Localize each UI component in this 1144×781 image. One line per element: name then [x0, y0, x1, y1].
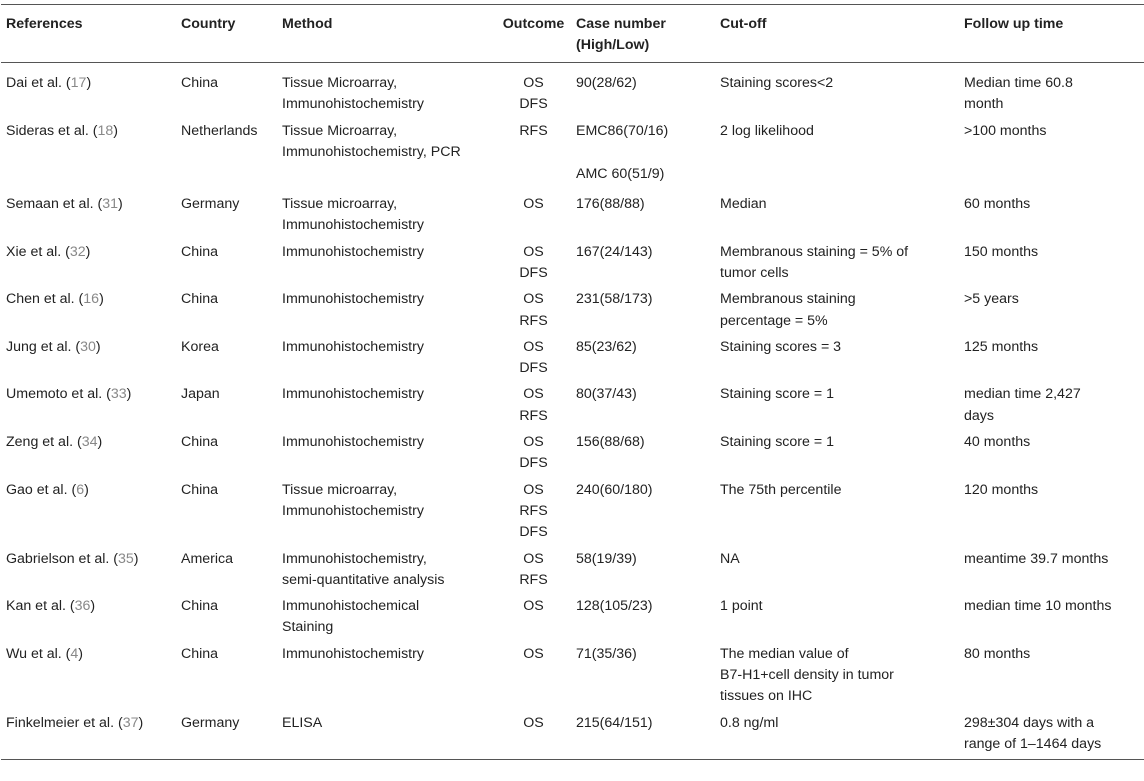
cell-outcome-line: DFS: [519, 360, 548, 377]
cell-cutoff: [720, 121, 964, 194]
cell-method: [282, 713, 491, 760]
table-row: [1, 62, 1144, 121]
table-row: [1, 644, 1144, 713]
cell-method: [282, 384, 491, 432]
cell-follow-up-line: median time 10 months: [964, 598, 1112, 615]
cell-cutoff: [720, 384, 964, 432]
cell-outcome-line: OS: [523, 645, 544, 662]
cell-case-number: [576, 549, 720, 597]
header-cutoff: Cut-off: [720, 5, 964, 63]
cell-cutoff: [720, 337, 964, 385]
cell-outcome-line: RFS: [519, 571, 548, 588]
cell-cutoff-line: Median: [720, 196, 767, 213]
cell-follow-up-line: month: [964, 95, 1004, 112]
cell-case-number: [576, 596, 720, 644]
cell-follow-up-line: meantime 39.7 months: [964, 550, 1109, 567]
cell-outcome-line: OS: [523, 481, 544, 498]
author-text: Semaan et al. (: [6, 196, 103, 213]
cell-method: [282, 194, 491, 242]
cell-country: [181, 242, 282, 290]
reference-close: ): [86, 74, 92, 91]
reference-number: 36: [74, 598, 91, 615]
cell-follow-up: [964, 549, 1144, 597]
reference-number: 4: [70, 645, 79, 662]
cell-method-line: Tissue microarray,: [282, 196, 398, 213]
cell-case-number-line: [576, 142, 720, 163]
cell-case-number: [576, 480, 720, 549]
country-text: China: [181, 243, 219, 260]
cell-cutoff: [720, 596, 964, 644]
cell-follow-up-line: Median time 60.8: [964, 74, 1073, 91]
table-row: [1, 194, 1144, 242]
cell-method: [282, 289, 491, 337]
cell-cutoff-line: Staining scores = 3: [720, 338, 842, 355]
cell-outcome: [491, 242, 576, 290]
cell-case-number: [576, 713, 720, 760]
header-row: [1, 5, 1144, 63]
table-row: [1, 549, 1144, 597]
reference-number: 34: [81, 434, 98, 451]
cell-case-number: [576, 194, 720, 242]
header-country: Country: [181, 5, 282, 63]
cell-method: [282, 596, 491, 644]
cell-cutoff-line: tumor cells: [720, 264, 789, 281]
cell-case-number: [576, 644, 720, 713]
cell-country: [181, 480, 282, 549]
cell-follow-up: [964, 194, 1144, 242]
cell-outcome: [491, 596, 576, 644]
author-text: Finkelmeier et al. (: [6, 714, 123, 731]
cell-country: [181, 596, 282, 644]
header-method: Method: [282, 5, 491, 63]
cell-outcome-line: OS: [523, 196, 544, 213]
cell-cutoff-line: The median value of: [720, 645, 849, 662]
cell-case-number: [576, 289, 720, 337]
cell-cutoff-line: B7-H1+cell density in tumor: [720, 667, 894, 684]
cell-method: [282, 480, 491, 549]
author-text: Umemoto et al. (: [6, 386, 111, 403]
cell-follow-up: [964, 432, 1144, 480]
cell-method-line: Immunohistochemistry, PCR: [282, 144, 461, 161]
author-text: Dai et al. (: [6, 74, 71, 91]
cell-follow-up-line: 150 months: [964, 243, 1039, 260]
cell-case-number: [576, 432, 720, 480]
cell-method-line: ELISA: [282, 714, 323, 731]
reference-close: ): [85, 243, 91, 260]
cell-cutoff-line: Staining score = 1: [720, 386, 834, 403]
cell-case-number-line: 85(23/62): [576, 338, 637, 355]
author-text: Zeng et al. (: [6, 434, 82, 451]
country-text: Germany: [181, 714, 240, 731]
reference-number: 6: [76, 481, 85, 498]
cell-outcome-line: DFS: [519, 95, 548, 112]
reference-number: 33: [110, 386, 127, 403]
cell-method-line: Immunohistochemistry: [282, 645, 424, 662]
cell-case-number-line: 156(88/68): [576, 434, 645, 451]
cell-reference: [1, 242, 181, 290]
header-references: References: [1, 5, 181, 63]
table-row: [1, 596, 1144, 644]
reference-number: 18: [97, 123, 114, 140]
cell-case-number-line: 215(64/151): [576, 714, 653, 731]
cell-method-line: Immunohistochemistry: [282, 386, 424, 403]
author-text: Kan et al. (: [6, 598, 75, 615]
reference-close: ): [138, 714, 144, 731]
author-text: Wu et al. (: [6, 645, 71, 662]
country-text: Korea: [181, 338, 219, 355]
cell-cutoff-line: Staining scores<2: [720, 74, 834, 91]
cell-outcome: [491, 549, 576, 597]
cell-case-number: [576, 121, 720, 194]
cell-outcome-line: RFS: [519, 407, 548, 424]
cell-outcome-line: RFS: [519, 123, 548, 140]
header-case-number: [576, 5, 720, 63]
reference-close: ): [126, 386, 132, 403]
cell-reference: [1, 644, 181, 713]
cell-case-number: [576, 384, 720, 432]
author-text: Gao et al. (: [6, 481, 77, 498]
cell-outcome: [491, 480, 576, 549]
table-row: [1, 384, 1144, 432]
cell-cutoff-line: Staining score = 1: [720, 434, 834, 451]
cell-method-line: Tissue microarray,: [282, 481, 398, 498]
cell-country: [181, 713, 282, 760]
cell-method-line: Immunohistochemistry: [282, 502, 424, 519]
author-text: Sideras et al. (: [6, 123, 98, 140]
cell-reference: [1, 289, 181, 337]
reference-close: ): [84, 481, 89, 498]
cell-reference: [1, 384, 181, 432]
cell-follow-up: [964, 121, 1144, 194]
table-row: [1, 480, 1144, 549]
cell-method: [282, 121, 491, 194]
cell-follow-up-line: >100 months: [964, 123, 1047, 140]
country-text: China: [181, 481, 219, 498]
cell-reference: [1, 337, 181, 385]
cell-follow-up: [964, 480, 1144, 549]
cell-case-number-line: 128(105/23): [576, 598, 653, 615]
cell-reference: [1, 596, 181, 644]
cell-case-number-line: 240(60/180): [576, 481, 653, 498]
cell-country: [181, 549, 282, 597]
cell-case-number-line: 231(58/173): [576, 291, 653, 308]
cell-outcome-line: OS: [523, 386, 544, 403]
cell-cutoff: [720, 289, 964, 337]
cell-case-number-line: 71(35/36): [576, 645, 637, 662]
cell-method-line: Immunohistochemistry: [282, 95, 424, 112]
cell-case-number-line: AMC 60(51/9): [576, 165, 665, 182]
cell-method: [282, 242, 491, 290]
cell-method-line: Immunohistochemistry,: [282, 550, 427, 567]
reference-close: ): [113, 123, 118, 140]
reference-number: 37: [122, 714, 139, 731]
cell-follow-up-line: >5 years: [964, 291, 1019, 308]
country-text: China: [181, 291, 219, 308]
cell-method: [282, 644, 491, 713]
cell-outcome-line: OS: [523, 598, 544, 615]
cell-case-number-line: 80(37/43): [576, 386, 637, 403]
cell-reference: [1, 62, 181, 121]
cell-method-line: Immunohistochemistry: [282, 338, 424, 355]
table-row: [1, 713, 1144, 760]
cell-cutoff-line: The 75th percentile: [720, 481, 842, 498]
cell-follow-up: [964, 596, 1144, 644]
cell-cutoff-line: NA: [720, 550, 740, 567]
cell-reference: [1, 432, 181, 480]
reference-number: 32: [69, 243, 86, 260]
table-row: [1, 432, 1144, 480]
cell-method-line: Tissue Microarray,: [282, 123, 398, 140]
country-text: Japan: [181, 386, 220, 403]
country-text: Germany: [181, 196, 240, 213]
cell-reference: [1, 713, 181, 760]
header-follow-up: Follow up time: [964, 5, 1144, 63]
cell-follow-up-line: 125 months: [964, 338, 1039, 355]
cell-country: [181, 62, 282, 121]
cell-cutoff-line: 2 log likelihood: [720, 123, 814, 140]
cell-outcome-line: OS: [523, 714, 544, 731]
cell-outcome-line: DFS: [519, 264, 548, 281]
cell-follow-up: [964, 644, 1144, 713]
table-row: [1, 242, 1144, 290]
cell-cutoff-line: tissues on IHC: [720, 688, 813, 705]
cell-outcome-line: OS: [523, 74, 544, 91]
country-text: China: [181, 74, 219, 91]
cell-outcome-line: OS: [523, 338, 544, 355]
reference-close: ): [90, 598, 96, 615]
reference-number: 30: [80, 338, 96, 355]
table-body: [1, 62, 1144, 760]
cell-method-line: Immunohistochemistry: [282, 217, 424, 234]
cell-outcome: [491, 337, 576, 385]
cell-cutoff: [720, 194, 964, 242]
cell-outcome-line: DFS: [519, 455, 548, 472]
cell-follow-up: [964, 289, 1144, 337]
cell-case-number: [576, 242, 720, 290]
cell-country: [181, 121, 282, 194]
cell-cutoff: [720, 644, 964, 713]
author-text: Gabrielson et al. (: [6, 550, 118, 567]
reference-close: ): [97, 434, 103, 451]
header-case-number-line2: (High/Low): [576, 37, 650, 54]
country-text: America: [181, 550, 234, 567]
cell-cutoff: [720, 549, 964, 597]
cell-reference: [1, 121, 181, 194]
reference-number: 31: [102, 196, 118, 213]
cell-method-line: Tissue Microarray,: [282, 74, 398, 91]
cell-method-line: Immunohistochemistry: [282, 291, 424, 308]
cell-country: [181, 644, 282, 713]
cell-outcome: [491, 289, 576, 337]
cell-method-line: Immunohistochemistry: [282, 434, 424, 451]
country-text: China: [181, 645, 219, 662]
cell-follow-up: [964, 384, 1144, 432]
cell-follow-up-line: 60 months: [964, 196, 1031, 213]
cell-follow-up-line: 40 months: [964, 434, 1031, 451]
cell-outcome: [491, 121, 576, 194]
cell-case-number-line: 90(28/62): [576, 74, 637, 91]
country-text: Netherlands: [181, 123, 258, 140]
cell-case-number-line: 167(24/143): [576, 243, 653, 260]
cell-outcome-line: OS: [523, 434, 544, 451]
cell-reference: [1, 480, 181, 549]
reference-close: ): [118, 196, 123, 213]
table-header: [1, 5, 1144, 63]
cell-outcome-line: OS: [523, 291, 544, 308]
cell-case-number-line: 58(19/39): [576, 550, 637, 567]
cell-method-line: Immunohistochemistry: [282, 243, 424, 260]
table-row: [1, 121, 1144, 194]
cell-cutoff-line: 1 point: [720, 598, 763, 615]
cell-case-number: [576, 337, 720, 385]
cell-method-line: Immunohistochemical: [282, 598, 420, 615]
cell-country: [181, 289, 282, 337]
cell-cutoff-line: Membranous staining: [720, 291, 856, 308]
cell-outcome: [491, 194, 576, 242]
cell-cutoff-line: 0.8 ng/ml: [720, 714, 779, 731]
cell-outcome-line: OS: [523, 550, 544, 567]
cell-country: [181, 432, 282, 480]
author-text: Xie et al. (: [6, 243, 70, 260]
cell-follow-up-line: 298±304 days with a: [964, 714, 1095, 731]
cell-case-number-line: 176(88/88): [576, 196, 645, 213]
cell-cutoff-line: percentage = 5%: [720, 312, 828, 329]
header-case-number-line1: Case number: [576, 16, 666, 32]
cell-outcome: [491, 384, 576, 432]
cell-case-number-line: EMC86(70/16): [576, 123, 669, 140]
cell-cutoff-line: Membranous staining = 5% of: [720, 243, 909, 260]
cell-outcome-line: DFS: [519, 524, 548, 541]
cell-outcome: [491, 644, 576, 713]
cell-follow-up-line: range of 1–1464 days: [964, 735, 1102, 752]
cell-follow-up: [964, 62, 1144, 121]
country-text: China: [181, 598, 219, 615]
cell-outcome: [491, 432, 576, 480]
cell-outcome: [491, 62, 576, 121]
cell-method: [282, 62, 491, 121]
cell-follow-up-line: 80 months: [964, 645, 1031, 662]
reference-number: 16: [83, 291, 100, 308]
reference-close: ): [99, 291, 104, 308]
reference-close: ): [78, 645, 84, 662]
cell-outcome-line: RFS: [519, 502, 548, 519]
cell-cutoff: [720, 62, 964, 121]
cell-method: [282, 337, 491, 385]
cell-follow-up-line: median time 2,427: [964, 386, 1081, 403]
cell-follow-up: [964, 242, 1144, 290]
reference-close: ): [133, 550, 139, 567]
cell-country: [181, 194, 282, 242]
table-row: [1, 289, 1144, 337]
country-text: China: [181, 434, 219, 451]
cell-reference: [1, 194, 181, 242]
cell-method-line: Staining: [282, 619, 334, 636]
cell-method-line: semi-quantitative analysis: [282, 571, 445, 588]
cell-reference: [1, 549, 181, 597]
table-row: [1, 337, 1144, 385]
author-text: Chen et al. (: [6, 291, 84, 308]
cell-outcome-line: RFS: [519, 312, 548, 329]
reference-close: ): [95, 338, 101, 355]
cell-follow-up-line: days: [964, 407, 994, 424]
header-outcome: Outcome: [491, 5, 576, 63]
reference-number: 17: [70, 74, 87, 91]
cell-country: [181, 337, 282, 385]
cell-outcome-line: OS: [523, 243, 544, 260]
author-text: Jung et al. (: [6, 338, 81, 355]
cell-follow-up: [964, 337, 1144, 385]
reference-number: 35: [117, 550, 134, 567]
cell-method: [282, 432, 491, 480]
cell-follow-up: [964, 713, 1144, 760]
cell-cutoff: [720, 480, 964, 549]
cell-cutoff: [720, 713, 964, 760]
cell-country: [181, 384, 282, 432]
cell-cutoff: [720, 432, 964, 480]
cell-method: [282, 549, 491, 597]
cell-follow-up-line: 120 months: [964, 481, 1039, 498]
cell-case-number: [576, 62, 720, 121]
cell-outcome: [491, 713, 576, 760]
cell-cutoff: [720, 242, 964, 290]
studies-table: [1, 4, 1144, 760]
